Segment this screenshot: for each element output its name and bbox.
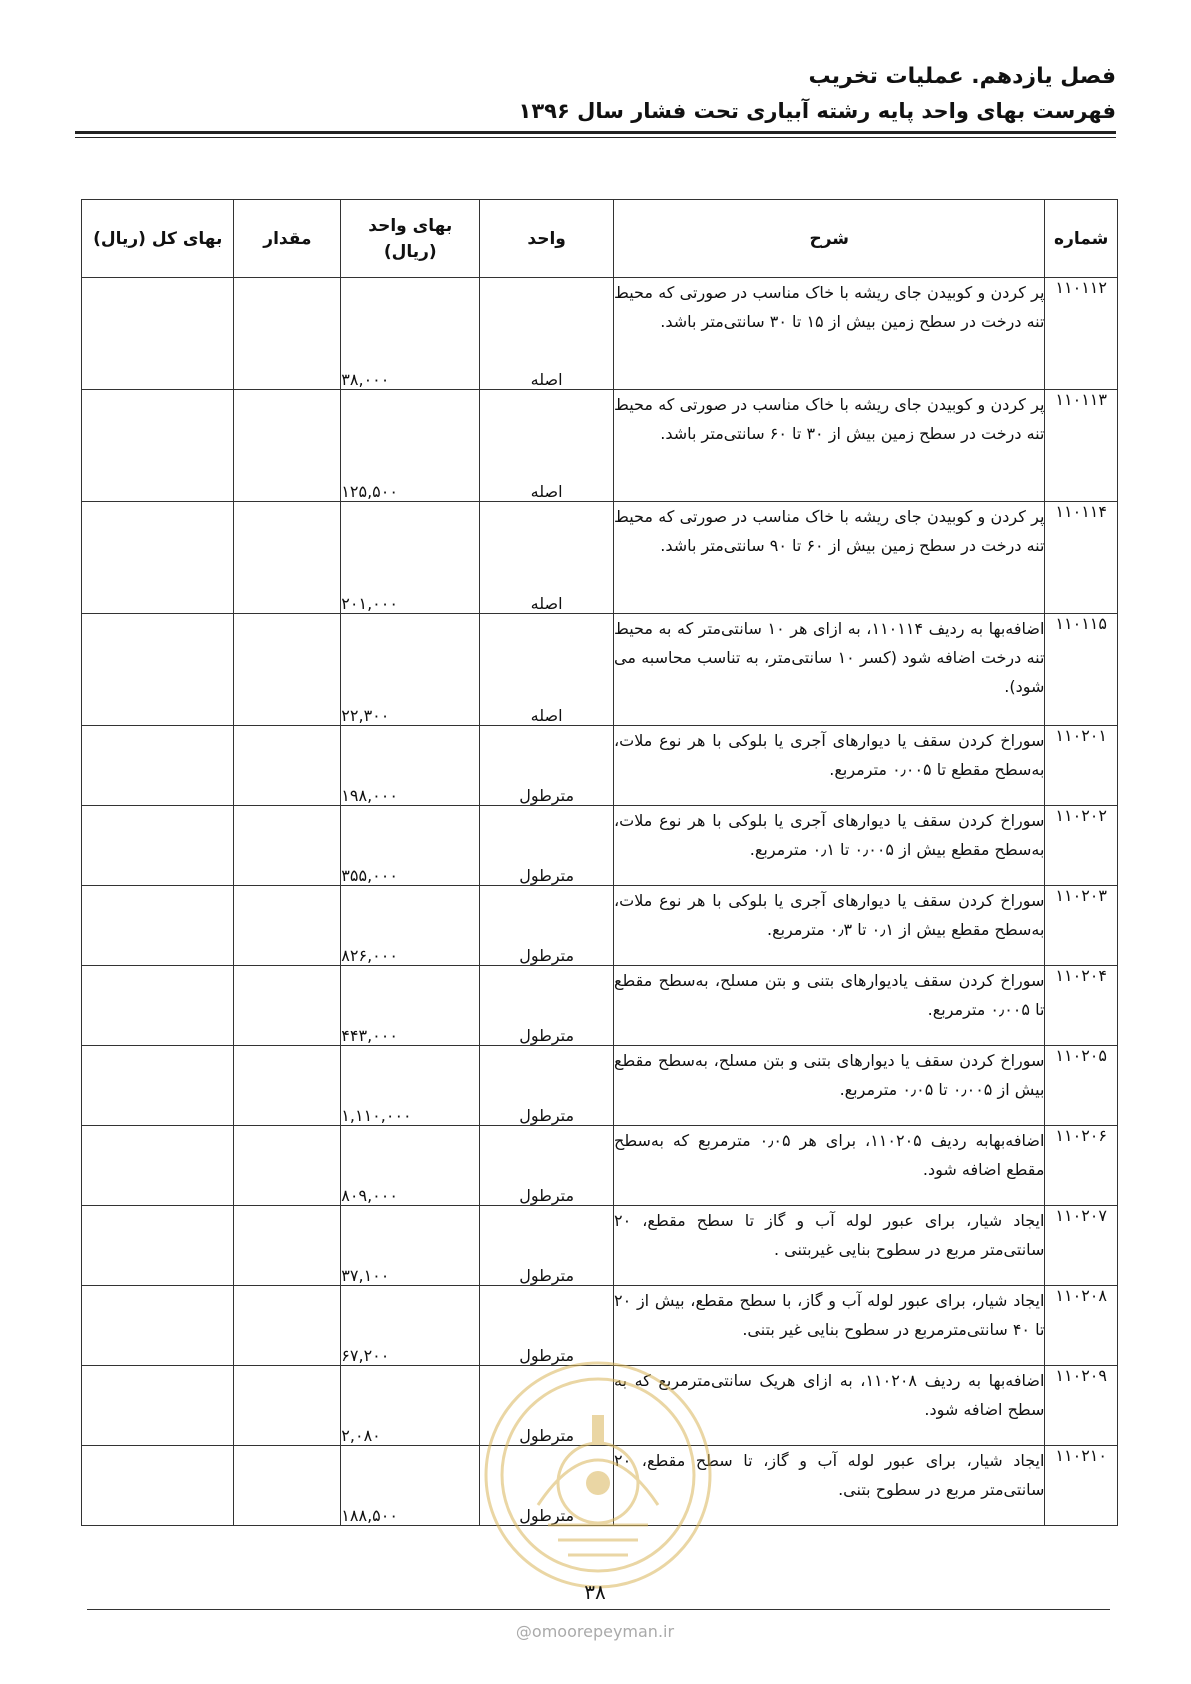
table-row <box>82 1206 1118 1286</box>
row-description: سوراخ کردن سقف یادیوارهای بتنی و بتن مسلح، به‌سطح مقطع تا ۰٫۰۰۵ مترمربع. <box>614 966 1045 1046</box>
row-unit-price: ۲۲,۳۰۰ <box>341 614 480 726</box>
row-number: ۱۱۰۲۰۷ <box>1045 1206 1118 1286</box>
row-number: ۱۱۰۲۱۰ <box>1045 1446 1118 1526</box>
row-description: اضافه‌بهابه ردیف ۱۱۰۲۰۵، برای هر ۰٫۰۵ مترمربع که به‌سطح مقطع اضافه شود. <box>614 1126 1045 1206</box>
row-unit-price: ۳۷,۱۰۰ <box>341 1206 480 1286</box>
row-number: ۱۱۰۲۰۵ <box>1045 1046 1118 1126</box>
row-unit-price: ۱۲۵,۵۰۰ <box>341 390 480 502</box>
row-quantity <box>234 390 341 502</box>
row-description: سوراخ کردن سقف یا دیوارهای بتنی و بتن مسلح، به‌سطح مقطع بیش از ۰٫۰۰۵ تا ۰٫۰۵ مترمربع. <box>614 1046 1045 1126</box>
row-quantity <box>234 1126 341 1206</box>
row-unit: اصله <box>480 614 614 726</box>
col-header-total-price: بهای کل (ریال) <box>82 200 234 278</box>
row-total-price <box>82 1046 234 1126</box>
row-total-price <box>82 806 234 886</box>
row-unit-price: ۱,۱۱۰,۰۰۰ <box>341 1046 480 1126</box>
row-unit-price: ۸۲۶,۰۰۰ <box>341 886 480 966</box>
row-unit-price: ۳۵۵,۰۰۰ <box>341 806 480 886</box>
row-description: پر کردن و کوبیدن جای ریشه با خاک مناسب در صورتی که محیط تنه درخت در سطح زمین بیش از ۱۵ تا ۳۰ سانتی‌متر باشد. <box>614 278 1045 390</box>
row-unit: اصله <box>480 390 614 502</box>
col-header-unit-price <box>341 200 480 278</box>
table-row <box>82 390 1118 502</box>
row-number: ۱۱۰۱۱۲ <box>1045 278 1118 390</box>
row-quantity <box>234 614 341 726</box>
col-header-number: شماره <box>1045 200 1118 278</box>
row-description: پر کردن و کوبیدن جای ریشه با خاک مناسب در صورتی که محیط تنه درخت در سطح زمین بیش از ۳۰ تا ۶۰ سانتی‌متر باشد. <box>614 390 1045 502</box>
row-quantity <box>234 1206 341 1286</box>
table-row <box>82 1446 1118 1526</box>
header-rule-thin <box>75 137 1116 138</box>
table-row <box>82 726 1118 806</box>
row-total-price <box>82 1126 234 1206</box>
row-quantity <box>234 806 341 886</box>
row-number: ۱۱۰۲۰۲ <box>1045 806 1118 886</box>
table-row <box>82 614 1118 726</box>
row-number: ۱۱۰۲۰۶ <box>1045 1126 1118 1206</box>
col-header-unit-price-line2: (ریال) <box>383 241 437 262</box>
row-unit: مترطول <box>480 806 614 886</box>
row-total-price <box>82 1366 234 1446</box>
row-quantity <box>234 1446 341 1526</box>
row-description: ایجاد شیار، برای عبور لوله آب و گاز، تا سطح مقطع، ۲۰ سانتی‌متر مربع در سطوح بتنی. <box>614 1446 1045 1526</box>
table-row <box>82 502 1118 614</box>
col-header-unit-price-line1: بهای واحد <box>368 215 453 236</box>
row-total-price <box>82 614 234 726</box>
row-number: ۱۱۰۲۰۴ <box>1045 966 1118 1046</box>
row-unit: مترطول <box>480 1446 614 1526</box>
row-unit: مترطول <box>480 1286 614 1366</box>
table-row <box>82 886 1118 966</box>
row-description: سوراخ کردن سقف یا دیوارهای آجری یا بلوکی با هر نوع ملات، به‌سطح مقطع تا ۰٫۰۰۵ مترمربع. <box>614 726 1045 806</box>
row-description: سوراخ کردن سقف یا دیوارهای آجری یا بلوکی با هر نوع ملات، به‌سطح مقطع بیش از ۰٫۱ تا ۰٫۳ مترمربع. <box>614 886 1045 966</box>
table-row <box>82 278 1118 390</box>
price-table <box>81 199 1118 1526</box>
table-row <box>82 966 1118 1046</box>
table-row <box>82 1366 1118 1446</box>
row-unit-price: ۲۰۱,۰۰۰ <box>341 502 480 614</box>
row-description: ایجاد شیار، برای عبور لوله آب و گاز تا سطح مقطع، ۲۰ سانتی‌متر مربع در سطوح بنایی غیربتنی . <box>614 1206 1045 1286</box>
row-unit-price: ۲,۰۸۰ <box>341 1366 480 1446</box>
row-total-price <box>82 886 234 966</box>
row-unit-price: ۱۹۸,۰۰۰ <box>341 726 480 806</box>
row-number: ۱۱۰۱۱۴ <box>1045 502 1118 614</box>
row-total-price <box>82 1446 234 1526</box>
row-number: ۱۱۰۲۰۳ <box>1045 886 1118 966</box>
row-description: اضافه‌بها به ردیف ۱۱۰۲۰۸، به ازای هریک سانتی‌مترمربع که به سطح اضافه شود. <box>614 1366 1045 1446</box>
row-description: اضافه‌بها به ردیف ۱۱۰۱۱۴، به ازای هر ۱۰ سانتی‌متر که به محیط تنه درخت اضافه شود (کسر ۱۰ سانتی‌متر، به تناسب محاسبه می شود). <box>614 614 1045 726</box>
table-header-row <box>82 200 1118 278</box>
table-row <box>82 1126 1118 1206</box>
row-number: ۱۱۰۲۰۸ <box>1045 1286 1118 1366</box>
row-unit-price: ۶۷,۲۰۰ <box>341 1286 480 1366</box>
row-total-price <box>82 278 234 390</box>
table-row <box>82 806 1118 886</box>
row-quantity <box>234 502 341 614</box>
col-header-description: شرح <box>614 200 1045 278</box>
row-total-price <box>82 966 234 1046</box>
chapter-title: فصل یازدهم. عملیات تخریب <box>808 64 1116 89</box>
row-description: سوراخ کردن سقف یا دیوارهای آجری یا بلوکی با هر نوع ملات، به‌سطح مقطع بیش از ۰٫۰۰۵ تا ۰٫۱ مترمربع. <box>614 806 1045 886</box>
row-total-price <box>82 726 234 806</box>
row-total-price <box>82 390 234 502</box>
col-header-quantity: مقدار <box>234 200 341 278</box>
row-total-price <box>82 502 234 614</box>
row-unit: مترطول <box>480 726 614 806</box>
row-number: ۱۱۰۲۰۱ <box>1045 726 1118 806</box>
table-row <box>82 1286 1118 1366</box>
row-total-price <box>82 1206 234 1286</box>
row-unit: مترطول <box>480 1126 614 1206</box>
row-unit-price: ۸۰۹,۰۰۰ <box>341 1126 480 1206</box>
col-header-unit: واحد <box>480 200 614 278</box>
row-unit: مترطول <box>480 966 614 1046</box>
row-unit-price: ۱۸۸,۵۰۰ <box>341 1446 480 1526</box>
row-quantity <box>234 1046 341 1126</box>
row-unit: مترطول <box>480 886 614 966</box>
row-description: ایجاد شیار، برای عبور لوله آب و گاز، با سطح مقطع، بیش از ۲۰ تا ۴۰ سانتی‌مترمربع در سطوح بنایی غیر بتنی. <box>614 1286 1045 1366</box>
row-unit: مترطول <box>480 1046 614 1126</box>
document-title: فهرست بهای واحد پایه رشته آبیاری تحت فشار سال ۱۳۹۶ <box>518 99 1116 123</box>
row-quantity <box>234 278 341 390</box>
row-quantity <box>234 726 341 806</box>
site-watermark-text: @omoorepeyman.ir <box>515 1622 675 1641</box>
row-quantity <box>234 1366 341 1446</box>
row-quantity <box>234 886 341 966</box>
header-rule-thick <box>75 131 1116 134</box>
row-quantity <box>234 966 341 1046</box>
row-unit-price: ۳۸,۰۰۰ <box>341 278 480 390</box>
row-description: پر کردن و کوبیدن جای ریشه با خاک مناسب در صورتی که محیط تنه درخت در سطح زمین بیش از ۶۰ تا ۹۰ سانتی‌متر باشد. <box>614 502 1045 614</box>
page-header <box>66 62 1116 126</box>
footer-rule <box>87 1609 1110 1610</box>
table-row <box>82 1046 1118 1126</box>
row-number: ۱۱۰۲۰۹ <box>1045 1366 1118 1446</box>
row-unit: اصله <box>480 278 614 390</box>
row-number: ۱۱۰۱۱۳ <box>1045 390 1118 502</box>
row-quantity <box>234 1286 341 1366</box>
page-number: ۳۸ <box>584 1580 606 1604</box>
row-total-price <box>82 1286 234 1366</box>
row-unit: مترطول <box>480 1366 614 1446</box>
row-unit-price: ۴۴۳,۰۰۰ <box>341 966 480 1046</box>
row-unit: مترطول <box>480 1206 614 1286</box>
row-unit: اصله <box>480 502 614 614</box>
row-number: ۱۱۰۱۱۵ <box>1045 614 1118 726</box>
